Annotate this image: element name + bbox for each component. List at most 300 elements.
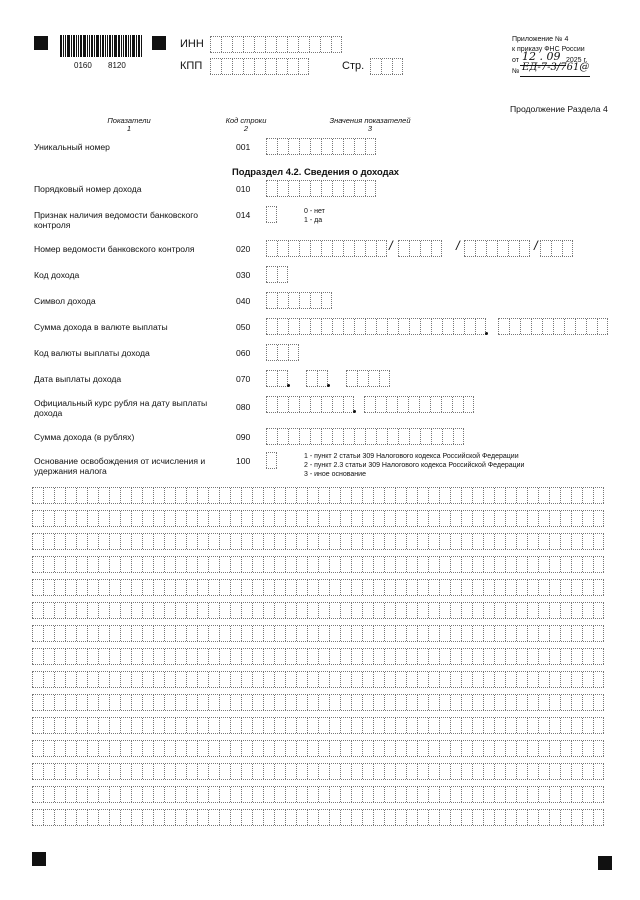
input-cell[interactable] xyxy=(76,741,87,756)
input-cell[interactable] xyxy=(219,603,230,618)
input-cell[interactable] xyxy=(406,557,417,572)
input-cell[interactable] xyxy=(277,397,288,412)
free-text-row[interactable] xyxy=(32,487,604,504)
input-cell[interactable] xyxy=(208,810,219,825)
input-cell[interactable] xyxy=(263,488,274,503)
input-cell[interactable] xyxy=(230,695,241,710)
input-cell[interactable] xyxy=(197,511,208,526)
input-cell[interactable] xyxy=(450,603,461,618)
input-cell[interactable] xyxy=(43,488,54,503)
input-cell[interactable] xyxy=(186,672,197,687)
input-cell[interactable] xyxy=(419,397,430,412)
input-cell[interactable] xyxy=(431,429,442,444)
input-cell[interactable] xyxy=(486,241,497,256)
input-cell[interactable] xyxy=(461,649,472,664)
input-cell[interactable] xyxy=(65,672,76,687)
input-cell[interactable] xyxy=(571,764,582,779)
input-cell[interactable] xyxy=(285,787,296,802)
input-cell[interactable] xyxy=(329,695,340,710)
input-cell[interactable] xyxy=(329,764,340,779)
input-cell[interactable] xyxy=(354,139,365,154)
input-cell[interactable] xyxy=(368,371,379,386)
input-cell[interactable] xyxy=(186,580,197,595)
input-cell[interactable] xyxy=(420,319,431,334)
input-cell[interactable] xyxy=(375,397,386,412)
input-cell[interactable] xyxy=(575,319,586,334)
input-cell[interactable] xyxy=(243,37,254,52)
input-cell[interactable] xyxy=(505,580,516,595)
input-cell[interactable] xyxy=(461,764,472,779)
input-cell[interactable] xyxy=(571,511,582,526)
input-cell[interactable] xyxy=(340,649,351,664)
input-cell[interactable] xyxy=(142,764,153,779)
input-cell[interactable] xyxy=(142,626,153,641)
input-cell[interactable] xyxy=(439,603,450,618)
input-cell[interactable] xyxy=(428,718,439,733)
input-cell[interactable] xyxy=(164,695,175,710)
input-cell[interactable] xyxy=(76,764,87,779)
input-cell[interactable] xyxy=(406,511,417,526)
input-cell[interactable] xyxy=(120,580,131,595)
input-cell[interactable] xyxy=(54,649,65,664)
input-cell[interactable] xyxy=(32,787,43,802)
free-text-row[interactable] xyxy=(32,786,604,803)
input-cell[interactable] xyxy=(354,319,365,334)
input-cell[interactable] xyxy=(120,810,131,825)
official-rate-fraction[interactable] xyxy=(364,396,474,413)
input-cell[interactable] xyxy=(287,59,298,74)
input-cell[interactable] xyxy=(277,429,288,444)
input-cell[interactable] xyxy=(332,181,343,196)
input-cell[interactable] xyxy=(131,695,142,710)
input-cell[interactable] xyxy=(153,718,164,733)
input-cell[interactable] xyxy=(65,649,76,664)
free-text-row[interactable] xyxy=(32,694,604,711)
input-cell[interactable] xyxy=(428,672,439,687)
input-cell[interactable] xyxy=(472,649,483,664)
input-cell[interactable] xyxy=(120,557,131,572)
input-cell[interactable] xyxy=(582,488,593,503)
input-cell[interactable] xyxy=(175,488,186,503)
input-cell[interactable] xyxy=(373,511,384,526)
input-cell[interactable] xyxy=(32,741,43,756)
input-cell[interactable] xyxy=(65,787,76,802)
input-cell[interactable] xyxy=(516,511,527,526)
input-cell[interactable] xyxy=(98,580,109,595)
input-cell[interactable] xyxy=(299,241,310,256)
input-cell[interactable] xyxy=(340,741,351,756)
input-cell[interactable] xyxy=(43,649,54,664)
free-text-row[interactable] xyxy=(32,533,604,550)
input-cell[interactable] xyxy=(494,534,505,549)
input-cell[interactable] xyxy=(197,695,208,710)
input-cell[interactable] xyxy=(186,764,197,779)
input-cell[interactable] xyxy=(87,580,98,595)
income-symbol-field[interactable] xyxy=(266,292,332,309)
input-cell[interactable] xyxy=(527,764,538,779)
input-cell[interactable] xyxy=(329,649,340,664)
free-text-row[interactable] xyxy=(32,717,604,734)
input-cell[interactable] xyxy=(571,672,582,687)
input-cell[interactable] xyxy=(98,764,109,779)
input-cell[interactable] xyxy=(219,511,230,526)
input-cell[interactable] xyxy=(219,557,230,572)
input-cell[interactable] xyxy=(109,580,120,595)
input-cell[interactable] xyxy=(593,810,604,825)
input-cell[interactable] xyxy=(274,626,285,641)
free-text-row[interactable] xyxy=(32,579,604,596)
input-cell[interactable] xyxy=(472,718,483,733)
input-cell[interactable] xyxy=(505,718,516,733)
input-cell[interactable] xyxy=(538,672,549,687)
input-cell[interactable] xyxy=(384,557,395,572)
input-cell[interactable] xyxy=(321,181,332,196)
input-cell[interactable] xyxy=(329,511,340,526)
input-cell[interactable] xyxy=(439,511,450,526)
input-cell[interactable] xyxy=(109,741,120,756)
input-cell[interactable] xyxy=(175,580,186,595)
input-cell[interactable] xyxy=(208,603,219,618)
input-cell[interactable] xyxy=(274,557,285,572)
input-cell[interactable] xyxy=(395,488,406,503)
input-cell[interactable] xyxy=(560,580,571,595)
input-cell[interactable] xyxy=(131,488,142,503)
input-cell[interactable] xyxy=(54,488,65,503)
input-cell[interactable] xyxy=(285,741,296,756)
input-cell[interactable] xyxy=(354,181,365,196)
payment-date-month[interactable] xyxy=(306,370,328,387)
input-cell[interactable] xyxy=(351,580,362,595)
input-cell[interactable] xyxy=(376,241,387,256)
input-cell[interactable] xyxy=(307,626,318,641)
input-cell[interactable] xyxy=(384,488,395,503)
input-cell[interactable] xyxy=(582,741,593,756)
input-cell[interactable] xyxy=(571,488,582,503)
input-cell[interactable] xyxy=(175,810,186,825)
input-cell[interactable] xyxy=(384,672,395,687)
input-cell[interactable] xyxy=(266,139,277,154)
input-cell[interactable] xyxy=(87,511,98,526)
input-cell[interactable] xyxy=(263,649,274,664)
input-cell[interactable] xyxy=(439,718,450,733)
input-cell[interactable] xyxy=(210,37,221,52)
input-cell[interactable] xyxy=(428,787,439,802)
input-cell[interactable] xyxy=(230,787,241,802)
input-cell[interactable] xyxy=(65,695,76,710)
input-cell[interactable] xyxy=(406,649,417,664)
input-cell[interactable] xyxy=(332,139,343,154)
input-cell[interactable] xyxy=(164,649,175,664)
input-cell[interactable] xyxy=(431,241,442,256)
input-cell[interactable] xyxy=(307,764,318,779)
input-cell[interactable] xyxy=(381,59,392,74)
input-cell[interactable] xyxy=(329,672,340,687)
input-cell[interactable] xyxy=(509,319,520,334)
input-cell[interactable] xyxy=(409,319,420,334)
input-cell[interactable] xyxy=(230,603,241,618)
input-cell[interactable] xyxy=(306,371,317,386)
input-cell[interactable] xyxy=(131,741,142,756)
input-cell[interactable] xyxy=(340,787,351,802)
input-cell[interactable] xyxy=(395,718,406,733)
input-cell[interactable] xyxy=(494,672,505,687)
input-cell[interactable] xyxy=(398,319,409,334)
input-cell[interactable] xyxy=(329,488,340,503)
input-cell[interactable] xyxy=(98,557,109,572)
input-cell[interactable] xyxy=(317,371,328,386)
input-cell[interactable] xyxy=(582,764,593,779)
input-cell[interactable] xyxy=(343,429,354,444)
input-cell[interactable] xyxy=(109,764,120,779)
input-cell[interactable] xyxy=(472,511,483,526)
input-cell[interactable] xyxy=(538,764,549,779)
input-cell[interactable] xyxy=(430,397,441,412)
input-cell[interactable] xyxy=(461,718,472,733)
input-cell[interactable] xyxy=(464,319,475,334)
input-cell[interactable] xyxy=(549,557,560,572)
input-cell[interactable] xyxy=(252,488,263,503)
input-cell[interactable] xyxy=(87,649,98,664)
input-cell[interactable] xyxy=(516,741,527,756)
input-cell[interactable] xyxy=(276,59,287,74)
input-cell[interactable] xyxy=(593,580,604,595)
input-cell[interactable] xyxy=(87,488,98,503)
input-cell[interactable] xyxy=(332,397,343,412)
input-cell[interactable] xyxy=(560,787,571,802)
input-cell[interactable] xyxy=(370,59,381,74)
input-cell[interactable] xyxy=(32,764,43,779)
input-cell[interactable] xyxy=(274,764,285,779)
input-cell[interactable] xyxy=(571,603,582,618)
input-cell[interactable] xyxy=(472,488,483,503)
input-cell[interactable] xyxy=(527,534,538,549)
input-cell[interactable] xyxy=(197,603,208,618)
input-cell[interactable] xyxy=(175,534,186,549)
input-cell[interactable] xyxy=(439,672,450,687)
input-cell[interactable] xyxy=(210,59,221,74)
input-cell[interactable] xyxy=(351,488,362,503)
input-cell[interactable] xyxy=(384,718,395,733)
input-cell[interactable] xyxy=(483,534,494,549)
input-cell[interactable] xyxy=(475,319,486,334)
input-cell[interactable] xyxy=(417,718,428,733)
input-cell[interactable] xyxy=(307,580,318,595)
input-cell[interactable] xyxy=(461,787,472,802)
input-cell[interactable] xyxy=(131,557,142,572)
input-cell[interactable] xyxy=(442,319,453,334)
input-cell[interactable] xyxy=(571,695,582,710)
input-cell[interactable] xyxy=(131,626,142,641)
input-cell[interactable] xyxy=(285,511,296,526)
input-cell[interactable] xyxy=(442,429,453,444)
input-cell[interactable] xyxy=(32,603,43,618)
input-cell[interactable] xyxy=(252,764,263,779)
input-cell[interactable] xyxy=(109,534,120,549)
input-cell[interactable] xyxy=(175,672,186,687)
input-cell[interactable] xyxy=(527,741,538,756)
input-cell[interactable] xyxy=(538,695,549,710)
input-cell[interactable] xyxy=(351,603,362,618)
input-cell[interactable] xyxy=(354,429,365,444)
input-cell[interactable] xyxy=(232,37,243,52)
input-cell[interactable] xyxy=(450,511,461,526)
input-cell[interactable] xyxy=(516,787,527,802)
input-cell[interactable] xyxy=(452,397,463,412)
input-cell[interactable] xyxy=(538,718,549,733)
input-cell[interactable] xyxy=(461,695,472,710)
input-cell[interactable] xyxy=(351,557,362,572)
input-cell[interactable] xyxy=(472,603,483,618)
input-cell[interactable] xyxy=(417,534,428,549)
input-cell[interactable] xyxy=(538,603,549,618)
input-cell[interactable] xyxy=(329,626,340,641)
input-cell[interactable] xyxy=(120,511,131,526)
input-cell[interactable] xyxy=(307,649,318,664)
input-cell[interactable] xyxy=(472,764,483,779)
input-cell[interactable] xyxy=(373,603,384,618)
input-cell[interactable] xyxy=(76,718,87,733)
input-cell[interactable] xyxy=(321,319,332,334)
input-cell[interactable] xyxy=(109,649,120,664)
input-cell[interactable] xyxy=(428,580,439,595)
input-cell[interactable] xyxy=(230,488,241,503)
input-cell[interactable] xyxy=(142,649,153,664)
input-cell[interactable] xyxy=(560,534,571,549)
input-cell[interactable] xyxy=(109,488,120,503)
input-cell[interactable] xyxy=(527,603,538,618)
input-cell[interactable] xyxy=(131,764,142,779)
input-cell[interactable] xyxy=(494,787,505,802)
input-cell[interactable] xyxy=(310,139,321,154)
input-cell[interactable] xyxy=(320,37,331,52)
input-cell[interactable] xyxy=(373,672,384,687)
input-cell[interactable] xyxy=(285,810,296,825)
input-cell[interactable] xyxy=(571,649,582,664)
input-cell[interactable] xyxy=(65,741,76,756)
input-cell[interactable] xyxy=(310,397,321,412)
input-cell[interactable] xyxy=(310,319,321,334)
input-cell[interactable] xyxy=(263,557,274,572)
input-cell[interactable] xyxy=(373,534,384,549)
input-cell[interactable] xyxy=(109,810,120,825)
input-cell[interactable] xyxy=(505,764,516,779)
input-cell[interactable] xyxy=(362,557,373,572)
input-cell[interactable] xyxy=(230,672,241,687)
input-cell[interactable] xyxy=(562,241,573,256)
input-cell[interactable] xyxy=(483,626,494,641)
input-cell[interactable] xyxy=(232,59,243,74)
input-cell[interactable] xyxy=(32,649,43,664)
input-cell[interactable] xyxy=(461,580,472,595)
input-cell[interactable] xyxy=(142,488,153,503)
input-cell[interactable] xyxy=(98,672,109,687)
input-cell[interactable] xyxy=(252,672,263,687)
input-cell[interactable] xyxy=(483,511,494,526)
input-cell[interactable] xyxy=(494,580,505,595)
input-cell[interactable] xyxy=(318,695,329,710)
input-cell[interactable] xyxy=(109,626,120,641)
input-cell[interactable] xyxy=(164,534,175,549)
input-cell[interactable] xyxy=(274,580,285,595)
input-cell[interactable] xyxy=(76,511,87,526)
input-cell[interactable] xyxy=(274,534,285,549)
input-cell[interactable] xyxy=(208,787,219,802)
input-cell[interactable] xyxy=(516,695,527,710)
input-cell[interactable] xyxy=(351,649,362,664)
input-cell[interactable] xyxy=(153,511,164,526)
input-cell[interactable] xyxy=(395,534,406,549)
input-cell[interactable] xyxy=(483,718,494,733)
input-cell[interactable] xyxy=(252,534,263,549)
input-cell[interactable] xyxy=(98,649,109,664)
input-cell[interactable] xyxy=(450,672,461,687)
input-cell[interactable] xyxy=(296,649,307,664)
input-cell[interactable] xyxy=(252,649,263,664)
input-cell[interactable] xyxy=(164,488,175,503)
input-cell[interactable] xyxy=(266,397,277,412)
input-cell[interactable] xyxy=(252,580,263,595)
input-cell[interactable] xyxy=(241,649,252,664)
input-cell[interactable] xyxy=(516,580,527,595)
input-cell[interactable] xyxy=(384,764,395,779)
input-cell[interactable] xyxy=(142,603,153,618)
input-cell[interactable] xyxy=(142,580,153,595)
input-cell[interactable] xyxy=(392,59,403,74)
input-cell[interactable] xyxy=(296,557,307,572)
input-cell[interactable] xyxy=(571,787,582,802)
input-cell[interactable] xyxy=(351,764,362,779)
input-cell[interactable] xyxy=(288,319,299,334)
input-cell[interactable] xyxy=(516,764,527,779)
input-cell[interactable] xyxy=(277,371,288,386)
input-cell[interactable] xyxy=(461,557,472,572)
input-cell[interactable] xyxy=(142,511,153,526)
input-cell[interactable] xyxy=(197,741,208,756)
input-cell[interactable] xyxy=(43,672,54,687)
input-cell[interactable] xyxy=(351,626,362,641)
input-cell[interactable] xyxy=(318,488,329,503)
input-cell[interactable] xyxy=(298,37,309,52)
input-cell[interactable] xyxy=(241,695,252,710)
input-cell[interactable] xyxy=(65,764,76,779)
input-cell[interactable] xyxy=(329,580,340,595)
input-cell[interactable] xyxy=(497,241,508,256)
input-cell[interactable] xyxy=(98,603,109,618)
input-cell[interactable] xyxy=(277,293,288,308)
input-cell[interactable] xyxy=(175,557,186,572)
input-cell[interactable] xyxy=(362,718,373,733)
input-cell[interactable] xyxy=(395,649,406,664)
input-cell[interactable] xyxy=(351,718,362,733)
input-cell[interactable] xyxy=(505,810,516,825)
input-cell[interactable] xyxy=(362,672,373,687)
input-cell[interactable] xyxy=(241,511,252,526)
input-cell[interactable] xyxy=(560,741,571,756)
input-cell[interactable] xyxy=(387,429,398,444)
input-cell[interactable] xyxy=(351,672,362,687)
input-cell[interactable] xyxy=(153,580,164,595)
input-cell[interactable] xyxy=(428,603,439,618)
input-cell[interactable] xyxy=(318,580,329,595)
input-cell[interactable] xyxy=(362,626,373,641)
input-cell[interactable] xyxy=(332,429,343,444)
input-cell[interactable] xyxy=(321,241,332,256)
input-cell[interactable] xyxy=(409,241,420,256)
input-cell[interactable] xyxy=(406,695,417,710)
input-cell[interactable] xyxy=(142,557,153,572)
input-cell[interactable] xyxy=(298,59,309,74)
input-cell[interactable] xyxy=(406,603,417,618)
